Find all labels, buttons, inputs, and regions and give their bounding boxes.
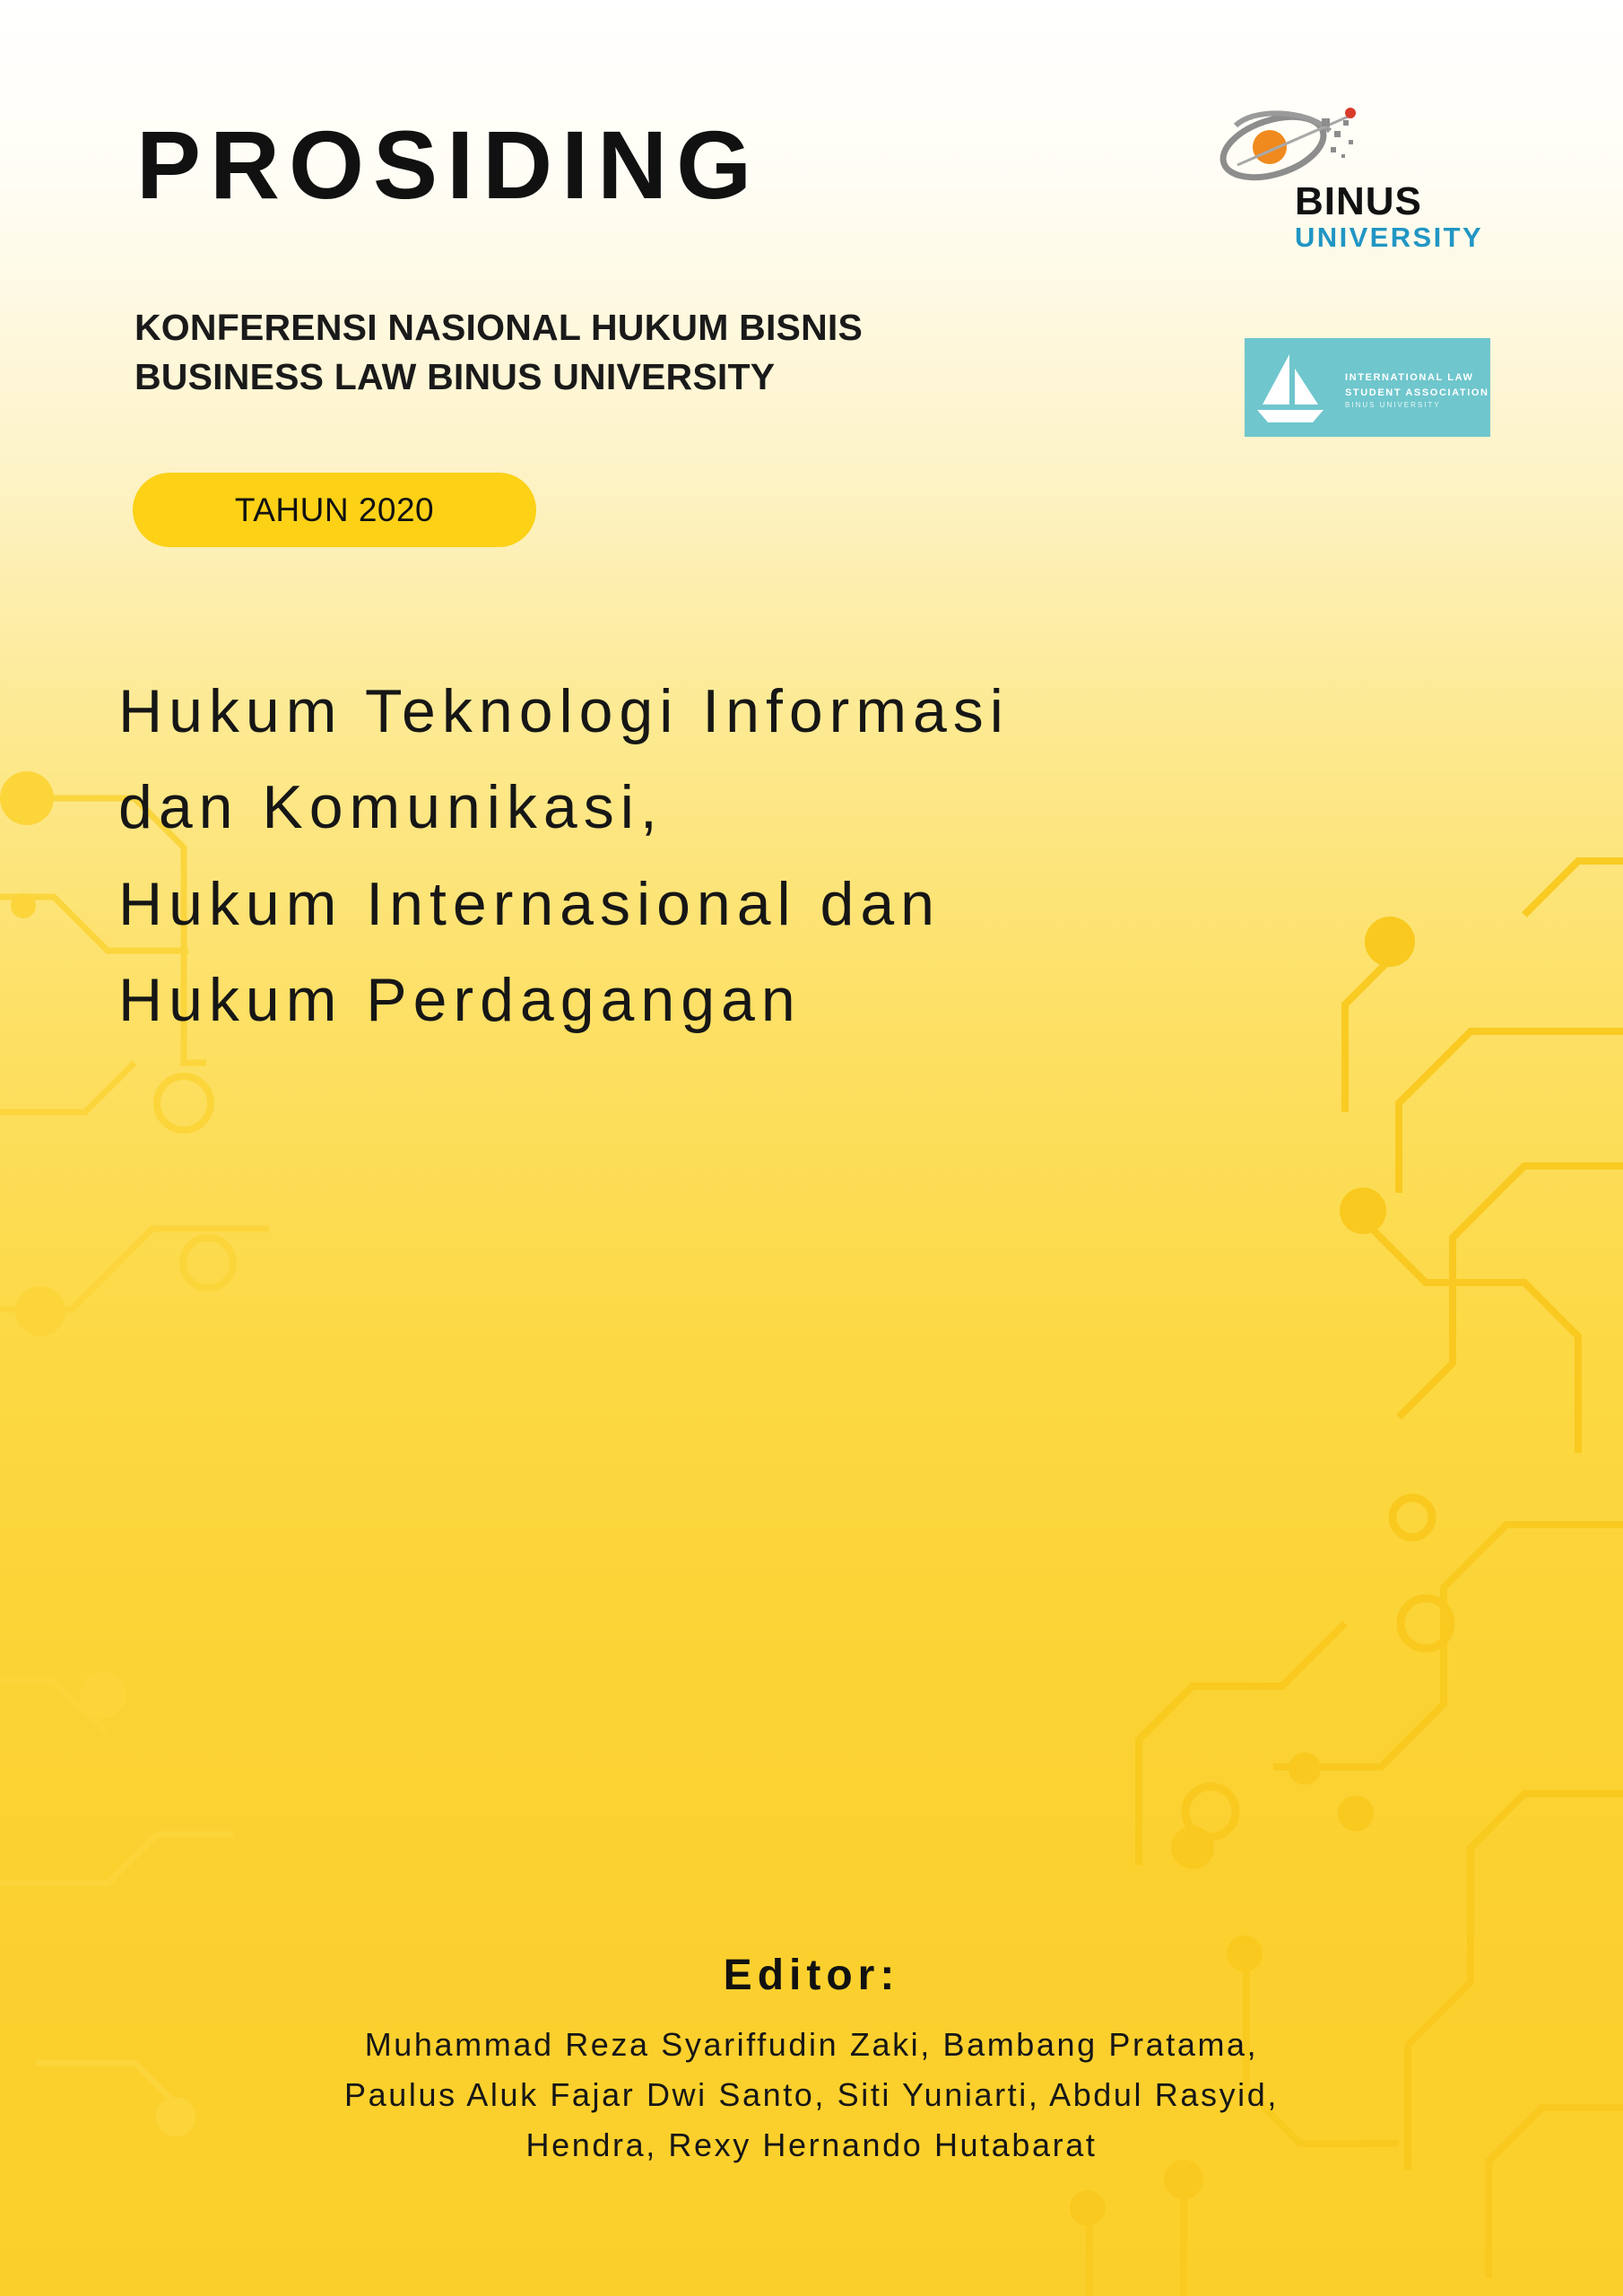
- binus-logo-name: BINUS: [1295, 179, 1422, 223]
- sailboat-icon: [1245, 338, 1334, 437]
- editor-names: [0, 2020, 1623, 2170]
- binus-logo-subtitle: UNIVERSITY: [1295, 222, 1484, 253]
- subtitle-line-2: BUSINESS LAW BINUS UNIVERSITY: [135, 355, 776, 397]
- title-line-4: Hukum Perdagangan: [118, 966, 802, 1035]
- editor-label: Editor:: [723, 1952, 900, 1999]
- editor-names-line-1: Muhammad Reza Syariffudin Zaki, Bambang Pratama,: [364, 2026, 1259, 2063]
- editor-section: [0, 1951, 1623, 2170]
- editor-names-line-2: Paulus Aluk Fajar Dwi Santo, Siti Yuniarti, Abdul Rasyid,: [344, 2075, 1279, 2113]
- page-title: PROSIDING: [136, 110, 761, 219]
- ilsa-line-1: INTERNATIONAL LAW: [1345, 372, 1474, 383]
- conference-subtitle: [135, 303, 863, 401]
- ilsa-logo: [1245, 338, 1490, 437]
- proceedings-theme-title: [118, 664, 1517, 1049]
- ilsa-line-2: STUDENT ASSOCIATION: [1345, 387, 1489, 398]
- editor-names-line-3: Hendra, Rexy Hernando Hutabarat: [525, 2126, 1098, 2163]
- subtitle-line-1: KONFERENSI NASIONAL HUKUM BISNIS: [135, 307, 864, 348]
- cover-header: [0, 0, 1623, 574]
- year-badge-label: TAHUN 2020: [234, 491, 435, 528]
- year-badge: [133, 473, 536, 547]
- title-line-1: Hukum Teknologi Informasi: [118, 677, 1010, 745]
- title-line-2: dan Komunikasi,: [118, 773, 664, 842]
- ilsa-logo-text: [1345, 370, 1489, 411]
- binus-university-logo: [1218, 100, 1487, 257]
- ilsa-line-3: BINUS UNIVERSITY: [1345, 401, 1441, 409]
- title-line-3: Hukum Internasional dan: [118, 869, 942, 938]
